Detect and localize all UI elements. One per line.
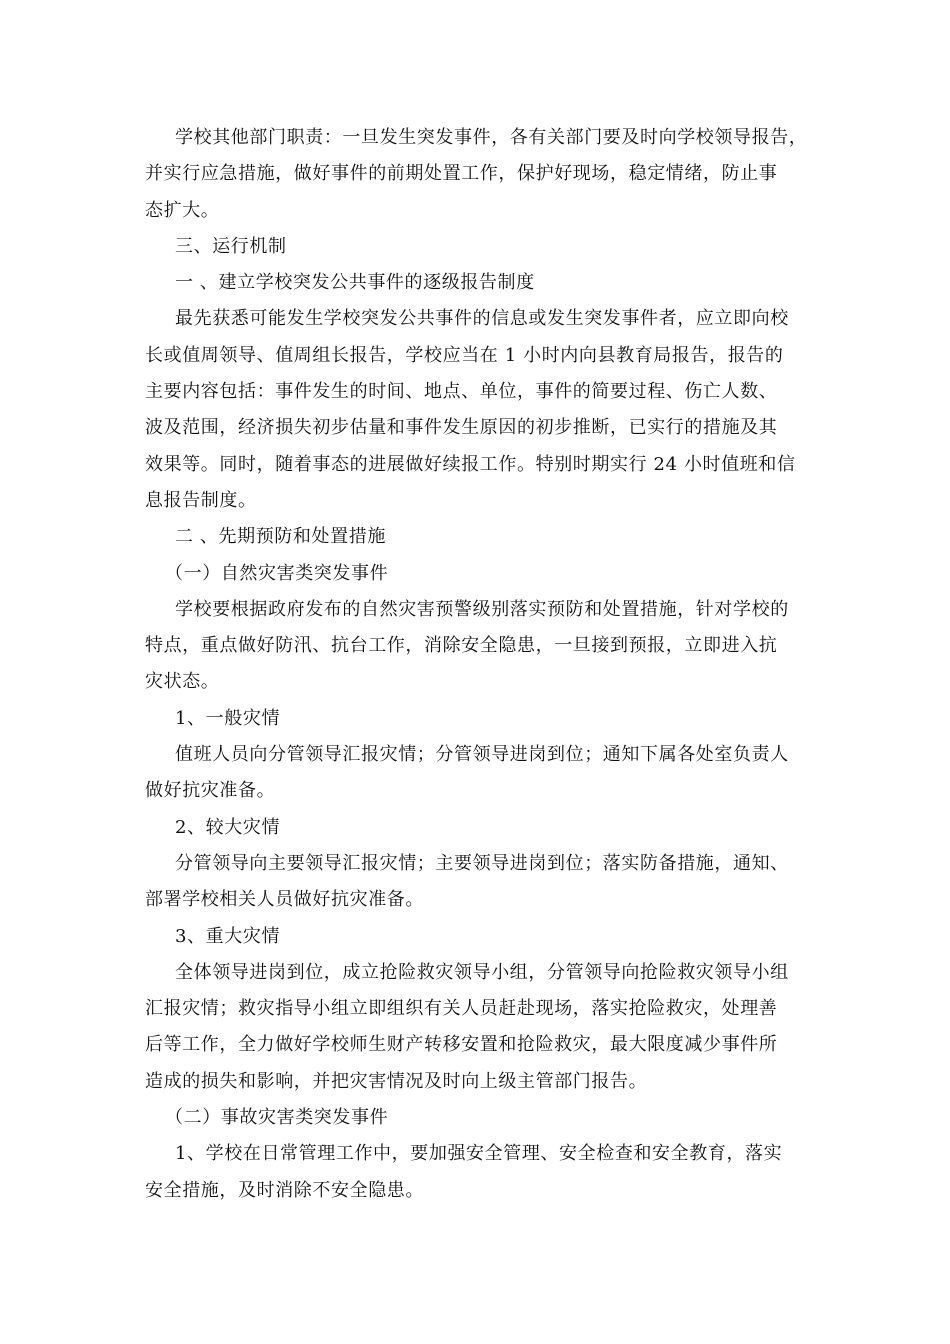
- text-line: 造成的损失和影响，并把灾害情况及时向上级主管部门报告。: [145, 1070, 648, 1092]
- text-line: 长或值周领导、值周组长报告，学校应当在 1 小时内向县教育局报告，报告的: [145, 344, 784, 366]
- subsection-heading: （二）事故灾害类突发事件: [165, 1107, 389, 1129]
- subsection-heading: （一）自然灾害类突发事件: [165, 562, 389, 584]
- section-heading: 三、运行机制: [175, 235, 287, 257]
- item-heading: 2、较大灾情: [175, 816, 281, 838]
- text-line: 学校要根据政府发布的自然灾害预警级别落实预防和处置措施，针对学校的: [175, 598, 789, 620]
- text-line: 安全措施，及时消除不安全隐患。: [145, 1179, 424, 1201]
- text-line: 学校其他部门职责：一旦发生突发事件，各有关部门要及时向学校领导报告，: [175, 127, 808, 148]
- text-line: 部署学校相关人员做好抗灾准备。: [145, 889, 424, 911]
- subsection-heading: 二 、先期预防和处置措施: [175, 526, 386, 548]
- text-line: 效果等。同时，随着事态的进展做好续报工作。特别时期实行 24 小时值班和信: [145, 453, 796, 475]
- text-line: 做好抗灾准备。: [145, 780, 276, 802]
- text-line: 态扩大。: [145, 199, 220, 221]
- text-line: 并实行应急措施，做好事件的前期处置工作，保护好现场，稳定情绪，防止事: [145, 163, 778, 185]
- text-line: 分管领导向主要领导汇报灾情；主要领导进岗到位；落实防备措施，通知、: [175, 852, 789, 874]
- text-line: 后等工作，全力做好学校师生财产转移安置和抢险救灾，最大限度减少事件所: [145, 1034, 778, 1056]
- document-body: [145, 120, 815, 1209]
- text-line: 波及范围，经济损失初步估量和事件发生原因的初步推断，已实行的措施及其: [145, 417, 778, 439]
- item-heading: 3、重大灾情: [175, 925, 281, 947]
- text-line: 1、学校在日常管理工作中，要加强安全管理、安全检查和安全教育，落实: [175, 1143, 783, 1165]
- text-line: 全体领导进岗到位，成立抢险救灾领导小组，分管领导向抢险救灾领导小组: [175, 961, 789, 983]
- text-line: 主要内容包括：事件发生的时间、地点、单位，事件的简要过程、伤亡人数、: [145, 381, 778, 403]
- item-heading: 1、一般灾情: [175, 707, 281, 729]
- text-line: 息报告制度。: [145, 489, 257, 511]
- text-line: 值班人员向分管领导汇报灾情；分管领导进岗到位；通知下属各处室负责人: [175, 744, 789, 766]
- subsection-heading: 一 、建立学校突发公共事件的逐级报告制度: [175, 272, 535, 294]
- text-line: 最先获悉可能发生学校突发公共事件的信息或发生突发事件者，应立即向校: [175, 308, 789, 330]
- text-line: 特点，重点做好防汛、抗台工作，消除安全隐患，一旦接到预报，立即进入抗: [145, 635, 778, 657]
- text-line: 灾状态。: [145, 671, 220, 693]
- text-line: 汇报灾情；救灾指导小组立即组织有关人员赶赴现场，落实抢险救灾，处理善: [145, 998, 778, 1020]
